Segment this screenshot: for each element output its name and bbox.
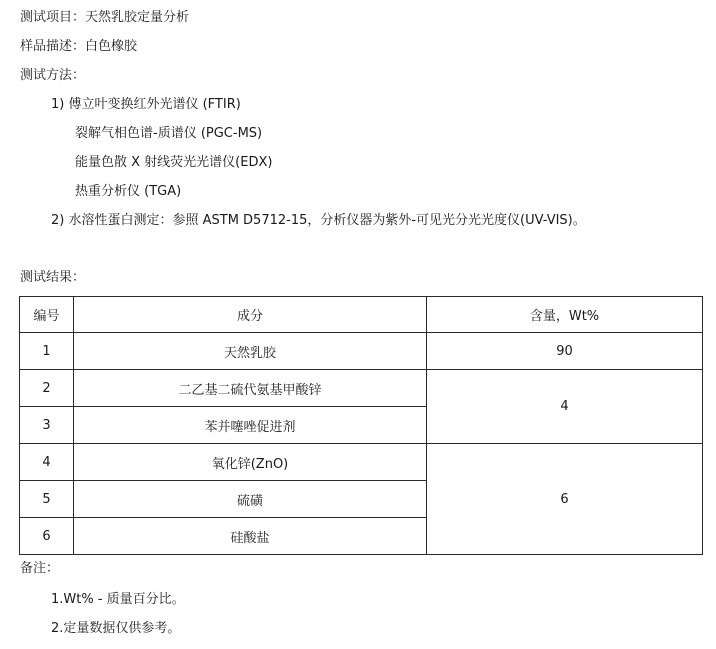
row-number: 2 [20, 370, 74, 407]
method-item-pgc-ms: 裂解气相色谱-质谱仪 (PGC-MS) [75, 126, 263, 141]
row-component: 硅酸盐 [74, 518, 427, 555]
row-component: 天然乳胶 [74, 333, 427, 370]
method-item-tga: 热重分析仪 (TGA) [75, 184, 182, 199]
row-component: 氧化锌(ZnO) [74, 444, 427, 481]
row-number: 5 [20, 481, 74, 518]
row-content: 4 [427, 370, 703, 444]
table-header-row [20, 297, 703, 333]
row-component: 苯并噻唑促进剂 [74, 407, 427, 444]
header-number: 编号 [20, 297, 74, 333]
header-component: 成分 [74, 297, 427, 333]
table-row [20, 444, 703, 481]
row-content: 6 [427, 444, 703, 555]
note-item-wt: 1.Wt% - 质量百分比。 [51, 592, 185, 607]
row-number: 6 [20, 518, 74, 555]
row-component: 二乙基二硫代氨基甲酸锌 [74, 370, 427, 407]
test-method-label: 测试方法： [20, 68, 86, 83]
method-item-edx: 能量色散 X 射线荧光光谱仪(EDX) [75, 155, 273, 170]
results-table [19, 296, 703, 555]
method-item-ftir: 1) 傅立叶变换红外光谱仪 (FTIR) [51, 97, 241, 112]
note-item-reference: 2.定量数据仅供参考。 [51, 621, 181, 636]
table-row [20, 333, 703, 370]
header-content: 含量，Wt% [427, 297, 703, 333]
sample-description-line: 样品描述：白色橡胶 [20, 39, 138, 54]
row-number: 3 [20, 407, 74, 444]
method-item-uv-vis: 2) 水溶性蛋白测定：参照 ASTM D5712-15，分析仪器为紫外-可见光分光光度仪(UV-VIS)。 [51, 213, 586, 228]
row-component: 硫磺 [74, 481, 427, 518]
results-label: 测试结果： [20, 270, 86, 285]
notes-label: 备注： [20, 561, 60, 576]
row-content: 90 [427, 333, 703, 370]
test-item-line: 测试项目：天然乳胶定量分析 [20, 10, 190, 25]
table-row [20, 370, 703, 407]
row-number: 1 [20, 333, 74, 370]
row-number: 4 [20, 444, 74, 481]
